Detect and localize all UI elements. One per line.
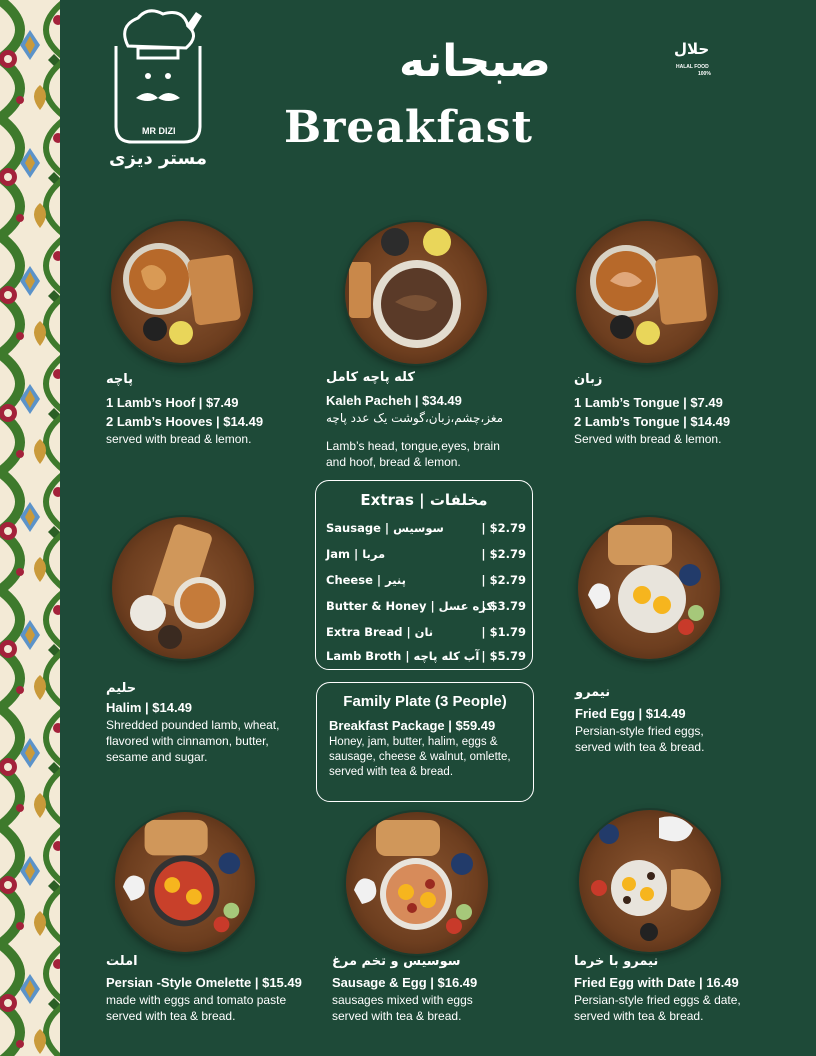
extras-name: Cheese | پنیر [326, 573, 406, 587]
item-name-fa: زبان [574, 372, 603, 387]
item-price-line: 2 Lamb’s Tongue | $14.49 [574, 414, 731, 429]
menu-item-halim [106, 681, 296, 765]
extras-name: Lamb Broth | آب کله پاچه [326, 649, 480, 663]
zaban-plate-image [576, 221, 718, 363]
menu-item-zaban [574, 372, 774, 447]
extras-name: Butter & Honey | کره عسل [326, 599, 494, 613]
mr-dizi-logo [108, 6, 208, 176]
item-price-line: 1 Lamb’s Hoof | $7.49 [106, 395, 239, 410]
menu-item-omelette [106, 954, 326, 1024]
extras-box [315, 480, 533, 670]
extras-price: | $2.79 [481, 521, 526, 535]
omelette-plate-image [115, 812, 255, 952]
page-title-fa: صبحانه [399, 36, 551, 87]
item-price-line: Halim | $14.49 [106, 700, 193, 715]
menu-item-egg-date [574, 954, 794, 1024]
halal-badge [650, 36, 722, 92]
item-description: made with eggs and tomato paste served with tea & bread. [106, 993, 287, 1023]
item-name-fa: حلیم [106, 681, 137, 696]
item-name-fa: نیمرو [575, 685, 611, 700]
item-price-line: 2 Lamb’s Hooves | $14.49 [106, 414, 264, 429]
extras-price: | $2.79 [481, 573, 526, 587]
item-name-fa: نیمرو با خرما [574, 954, 659, 969]
logo-text-en: MR DIZI [142, 126, 176, 136]
item-description: Shredded pounded lamb, wheat, flavored with cinnamon, butter, sesame and sugar. [106, 718, 280, 764]
item-price-line: Kaleh Pacheh | $34.49 [326, 393, 462, 408]
extras-price: | $2.79 [481, 547, 526, 561]
extras-price: | $1.79 [481, 625, 526, 639]
family-title: Family Plate (3 People) [343, 693, 507, 710]
sausage-egg-plate-image [346, 812, 488, 954]
kaleh-pacheh-plate-image [345, 222, 487, 364]
halal-percent: 100% [698, 71, 711, 77]
item-name-fa: پاچه [106, 372, 134, 387]
fried-egg-plate-image [578, 517, 720, 659]
item-description: Persian-style fried eggs, served with tea & bread. [575, 724, 705, 754]
halim-plate-image [112, 517, 254, 659]
extras-price: | $5.79 [481, 649, 526, 663]
item-subtitle-fa: مغز،چشم،زبان،گوشت یک عدد پاچه [326, 411, 504, 425]
item-name-fa: املت [106, 954, 138, 969]
item-name-fa: سوسیس و تخم مرغ [332, 954, 461, 969]
halal-text-en: HALAL FOOD [676, 64, 709, 70]
extras-title: Extras | مخلفات [360, 491, 488, 509]
family-plate-box [316, 682, 534, 802]
item-price-line: Sausage & Egg | $16.49 [332, 975, 478, 990]
extras-name: Extra Bread | نان [326, 625, 434, 639]
menu-item-pacheh [106, 372, 306, 447]
item-description: Served with bread & lemon. [574, 432, 722, 446]
menu-item-kaleh-pacheh [326, 370, 526, 470]
decorative-border [0, 0, 66, 1056]
family-description: Honey, jam, butter, halim, eggs & sausage, cheese & walnut, omlette, served with tea & bread. [329, 736, 511, 778]
logo-text-fa: مستر دیزی [109, 148, 207, 169]
item-price-line: Persian -Style Omelette | $15.49 [106, 975, 302, 990]
item-price-line: Fried Egg | $14.49 [575, 706, 686, 721]
item-price-line: 1 Lamb’s Tongue | $7.49 [574, 395, 723, 410]
item-description: sausages mixed with eggs served with tea & bread. [332, 993, 473, 1023]
item-description: Lamb’s head, tongue,eyes, brain and hoof, bread & lemon. [326, 439, 500, 469]
page-title-en: Breakfast [284, 102, 533, 153]
item-description: Persian-style fried eggs & date, served with tea & bread. [574, 993, 741, 1023]
extras-name: Sausage | سوسیس [326, 521, 444, 535]
pacheh-plate-image [111, 221, 253, 363]
item-name-fa: کله پاچه کامل [326, 370, 415, 385]
extras-name: Jam | مربا [326, 547, 386, 561]
item-price-line: Fried Egg with Date | 16.49 [574, 975, 739, 990]
item-description: served with bread & lemon. [106, 432, 252, 446]
halal-text-fa: حلال [674, 40, 710, 58]
family-price-line: Breakfast Package | $59.49 [329, 718, 496, 733]
egg-date-plate-image [579, 810, 721, 952]
menu-item-sausage-egg [332, 954, 532, 1024]
menu-item-fried-egg [575, 685, 755, 755]
extras-price: | $3.79 [481, 599, 526, 613]
